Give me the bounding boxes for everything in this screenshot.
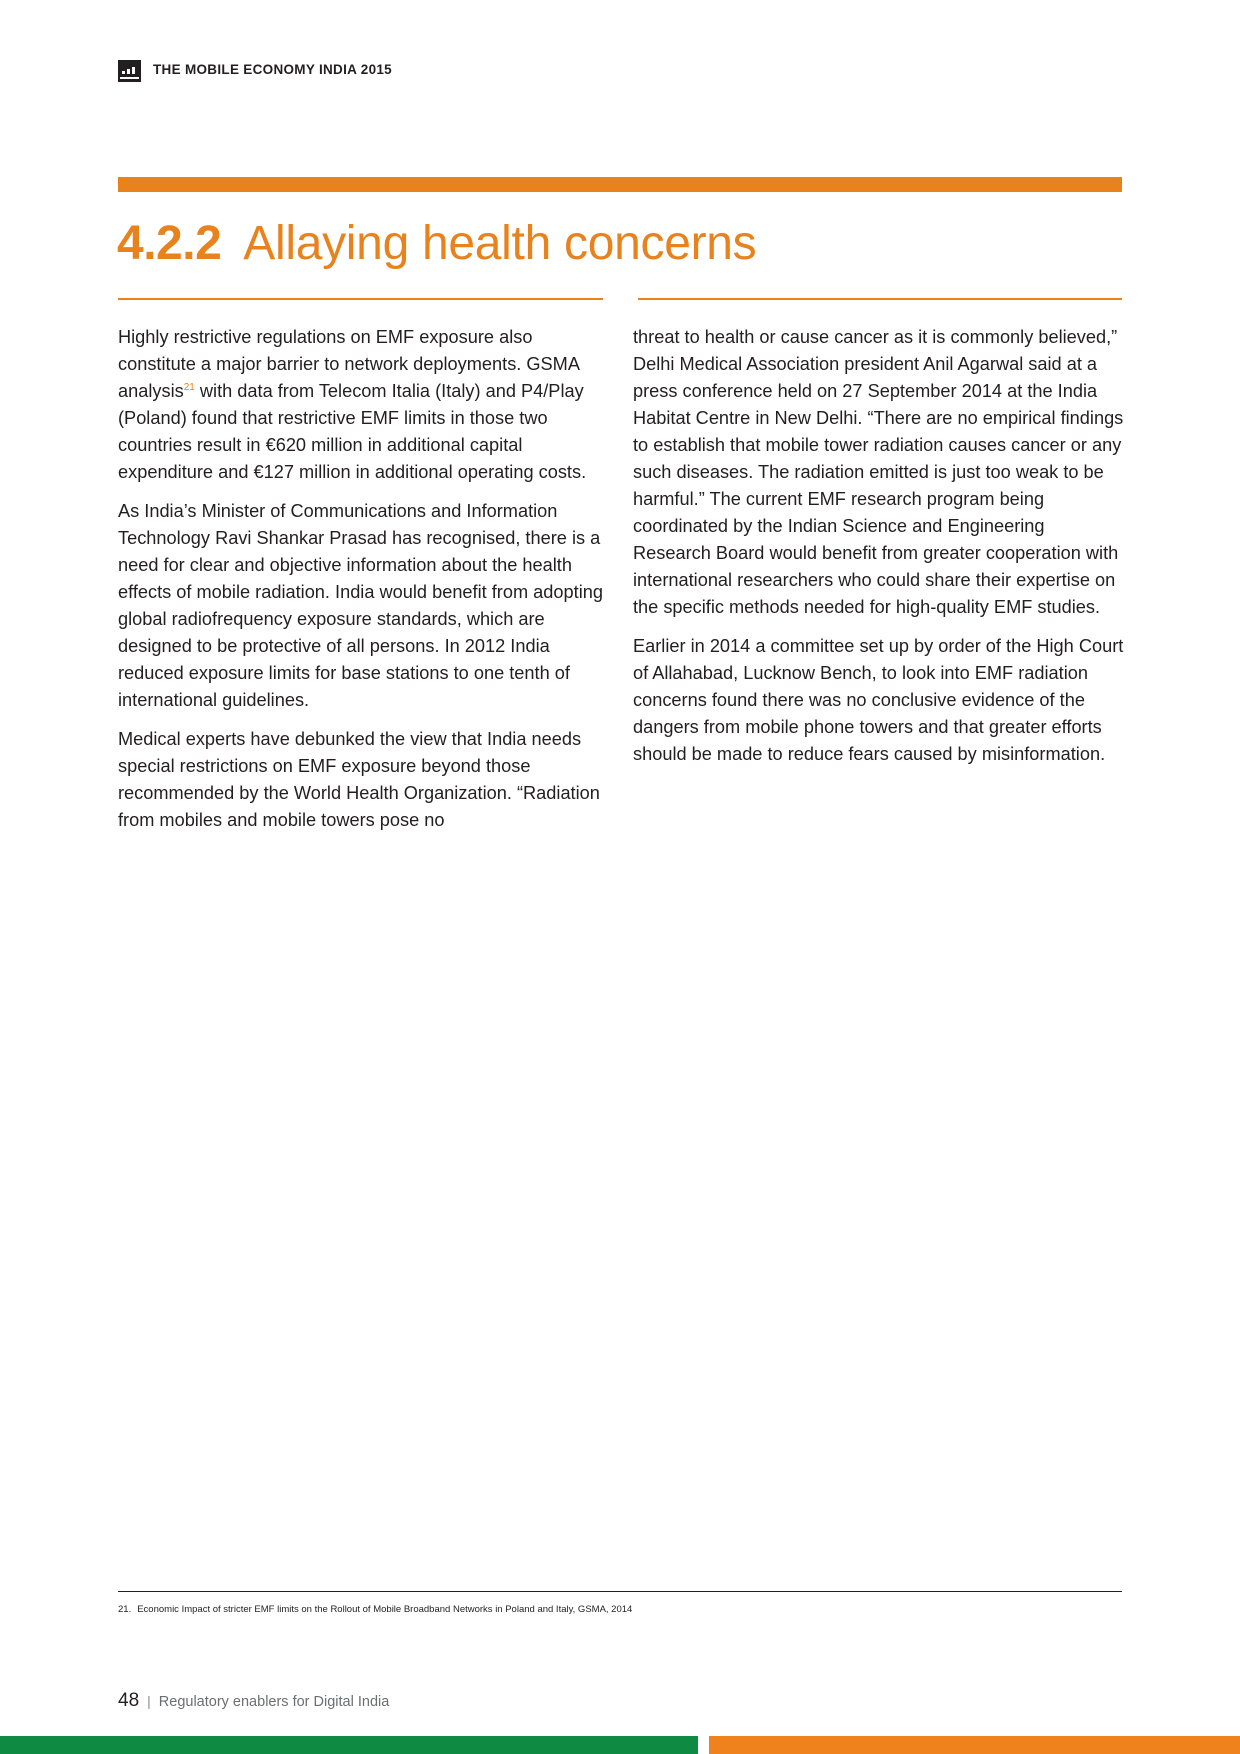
footnote-number: 21. — [118, 1604, 132, 1615]
footnote — [118, 1604, 632, 1615]
left-column-rule — [118, 298, 603, 300]
gsma-logo-icon — [118, 60, 141, 82]
footnote-reference-link[interactable]: 21 — [183, 382, 195, 393]
footer-orange-bar — [709, 1736, 1240, 1754]
footnote-text: Economic Impact of stricter EMF limits on the Rollout of Mobile Broadband Networks in Poland and Italy, GSMA, 2014 — [137, 1604, 633, 1615]
section-heading — [117, 214, 756, 285]
section-top-rule — [118, 177, 1122, 192]
footnote-rule — [118, 1591, 1122, 1592]
paragraph: Medical experts have debunked the view that India needs special restrictions on EMF exposure beyond those recommended by the World Health Organization. “Radiation from mobiles and mobile towers pose no — [118, 729, 600, 830]
footer-separator: | — [147, 1693, 151, 1709]
section-title: Allaying health concerns — [243, 217, 757, 270]
footer-section-name: Regulatory enablers for Digital India — [158, 1694, 390, 1710]
paragraph: threat to health or cause cancer as it is commonly believed,” Delhi Medical Association president Anil Agarwal said at a press conference held on 27 September 2014 at the India Habitat Centre in New Delhi. “There are no empirical findings to establish that mobile tower radiation causes cancer or any such diseases. The radiation emitted is just too weak to be harmful.” The current EMF research program being coordinated by the Indian Science and Engineering Research Board would benefit from greater cooperation with international researchers who could share their expertise on the specific methods needed for high-quality EMF studies. — [633, 327, 1124, 617]
left-column — [118, 324, 612, 846]
right-column — [633, 324, 1127, 780]
footer-green-bar — [0, 1736, 698, 1754]
running-title: THE MOBILE ECONOMY INDIA 2015 — [153, 62, 392, 77]
page-footer — [118, 1690, 389, 1712]
paragraph: Highly restrictive regulations on EMF exposure also constitute a major barrier to network deployments. GSMA analysis$^{21}$ with data from Telecom Italia (Italy) and P4/Play (Poland) found that restrictive EMF limits in those two countries result in €620 million in additional capital expenditure and €127 million in additional operating costs. — [118, 327, 587, 482]
paragraph: Earlier in 2014 a committee set up by order of the High Court of Allahabad, Lucknow Bench, to look into EMF radiation concerns found there was no conclusive evidence of the dangers from mobile phone towers and that greater efforts should be made to reduce fears caused by misinformation. — [633, 636, 1124, 764]
right-column-rule — [638, 298, 1122, 300]
page-number: 48 — [118, 1690, 140, 1711]
paragraph: As India’s Minister of Communications and Information Technology Ravi Shankar Prasad has recognised, there is a need for clear and objective information about the health effects of mobile radiation. India would benefit from adopting global radiofrequency exposure standards, which are designed to be protective of all persons. In 2012 India reduced exposure limits for base stations to one tenth of international guidelines. — [118, 501, 603, 710]
section-number: 4.2.2 — [117, 217, 222, 270]
